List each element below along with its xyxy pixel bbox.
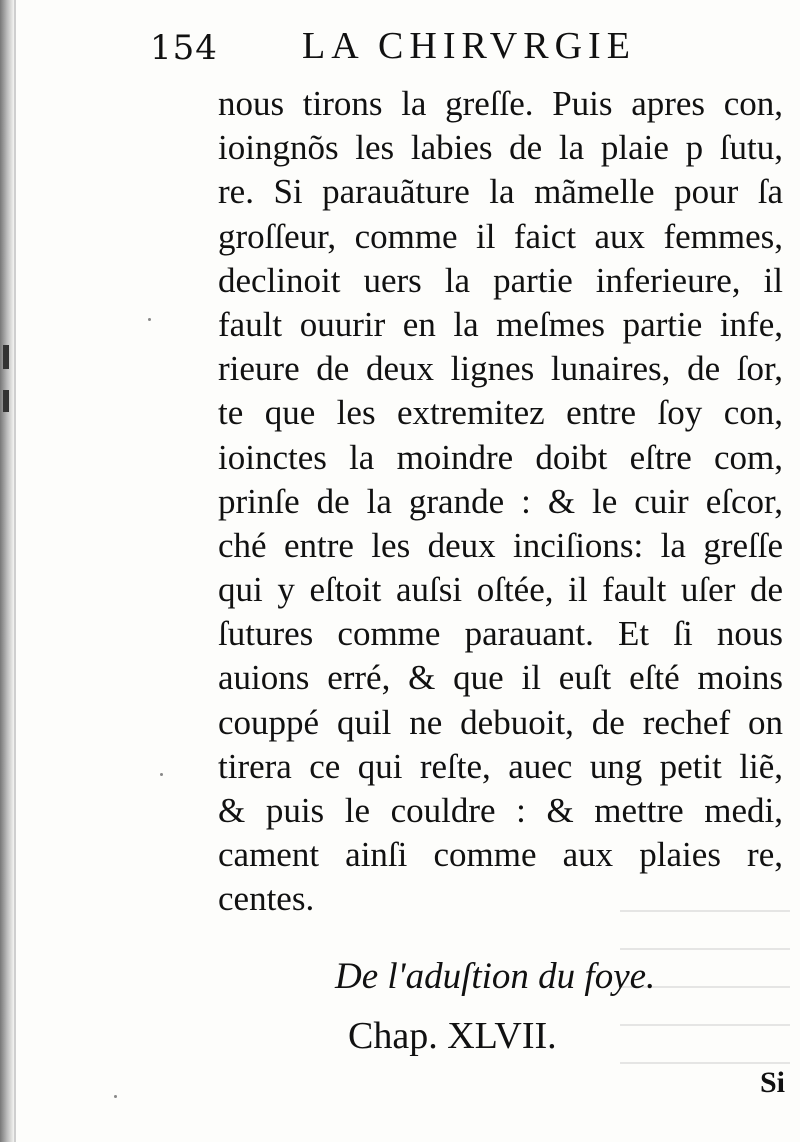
text-line: nous tirons la greſſe. Puis apres con,: [218, 84, 783, 123]
page-number: 154: [150, 28, 218, 68]
section-heading: De l'aduſtion du foye.: [335, 956, 656, 997]
binding-shadow: [0, 0, 14, 1142]
paper-speck: [114, 1095, 117, 1098]
text-line: ioinctes la moindre doibt eſtre com,: [218, 437, 783, 477]
text-line: couppé quil ne debuoit, de rechef on: [218, 702, 783, 742]
text-line: ché entre les deux inciſions: la greſſe: [218, 525, 783, 565]
text-line: qui y eſtoit auſsi oſtée, il fault uſer de: [218, 570, 783, 610]
text-line: auions erré, & que il euſt eſté moins: [218, 658, 783, 698]
margin-mark: [3, 345, 9, 369]
text-line: centes.: [218, 879, 315, 919]
text-line: declinoit uers la partie inferieure, il: [218, 260, 783, 300]
text-line: ſutures comme parauant. Et ſi nous: [218, 614, 783, 654]
running-title: LA CHIRVRGIE: [302, 25, 636, 67]
margin-mark: [3, 390, 9, 412]
text-line: rieure de deux lignes lunaires, de ſor,: [218, 349, 783, 389]
catchword: Si: [760, 1066, 786, 1099]
paper-speck: [148, 318, 151, 321]
gutter-line: [14, 0, 16, 1142]
text-line: groſſeur, comme il faict aux femmes,: [218, 216, 783, 256]
text-line: fault ouurir en la meſmes partie infe,: [218, 304, 783, 344]
text-line: te que les extremitez entre ſoy con,: [218, 393, 783, 433]
paper-speck: [160, 773, 163, 776]
text-line: cament ainſi comme aux plaies re,: [218, 835, 783, 875]
chapter-label: Chap. XLVII.: [348, 1015, 557, 1057]
body-text: [218, 82, 783, 922]
text-line: re. Si parauãture la mãmelle pour ſa: [218, 172, 783, 212]
page-header: [150, 24, 710, 74]
text-line: tirera ce qui reſte, auec ung petit liẽ,: [218, 746, 783, 786]
text-line: prinſe de la grande : & le cuir eſcor,: [218, 481, 783, 521]
text-line: ioingnõs les labies de la plaie p ſutu,: [218, 128, 783, 168]
text-line: & puis le couldre : & mettre medi,: [218, 791, 783, 830]
